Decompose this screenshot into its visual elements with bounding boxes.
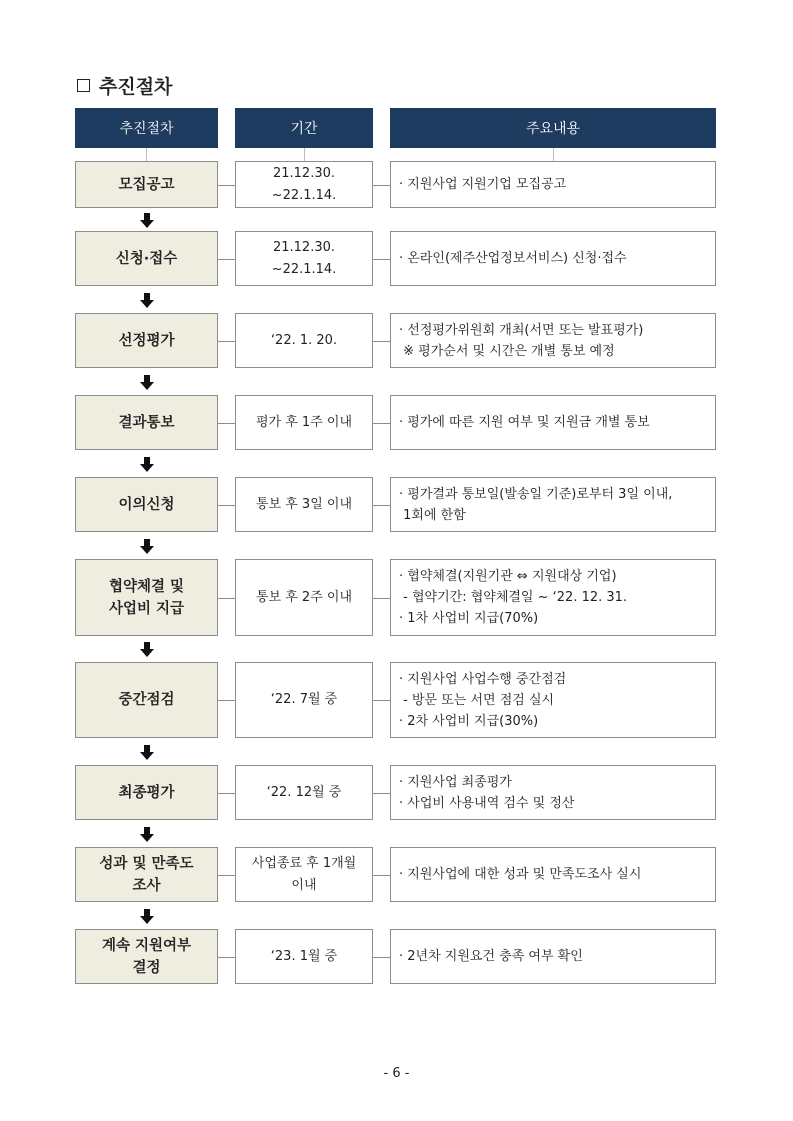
step-content: · 선정평가위원회 개최(서면 또는 발표평가) ※ 평가순서 및 시간은 개별 통보 예정 [390,313,716,368]
connector-line [218,505,235,506]
step-content: · 협약체결(지원기관 ⇔ 지원대상 기업) - 협약기간: 협약체결일 ~ ‘22. 12. 31. · 1차 사업비 지급(70%) [390,559,716,636]
step-name: 중간점검 [75,662,218,738]
down-arrow-icon [140,457,154,472]
connector-line [373,793,390,794]
step-period: ‘22. 1. 20. [235,313,373,368]
connector-line [218,341,235,342]
step-content: · 지원사업 사업수행 중간점검 - 방문 또는 서면 점검 실시 · 2차 사업비 지급(30%) [390,662,716,738]
down-arrow-icon [140,745,154,760]
header-main-content: 주요내용 [390,108,716,148]
page-number: - 6 - [383,1066,410,1081]
step-period: ‘22. 12월 중 [235,765,373,820]
down-arrow-icon [140,213,154,228]
connector-line [218,957,235,958]
procedure-step [0,313,793,368]
down-arrow-icon [140,827,154,842]
step-content: · 지원사업 지원기업 모집공고 [390,161,716,208]
procedure-step [0,395,793,450]
step-content: · 2년차 지원요건 충족 여부 확인 [390,929,716,984]
section-heading [77,72,172,99]
header-tick [304,148,305,161]
connector-line [218,185,235,186]
step-name: 이의신청 [75,477,218,532]
step-content: · 지원사업에 대한 성과 및 만족도조사 실시 [390,847,716,902]
procedure-step [0,477,793,532]
connector-line [218,423,235,424]
step-period: ‘22. 7월 중 [235,662,373,738]
procedure-step [0,231,793,286]
procedure-step [0,161,793,208]
procedure-step [0,929,793,984]
down-arrow-icon [140,375,154,390]
step-name: 신청·접수 [75,231,218,286]
connector-line [373,259,390,260]
connector-line [373,598,390,599]
connector-line [218,793,235,794]
connector-line [373,505,390,506]
connector-line [218,598,235,599]
procedure-step [0,559,793,636]
down-arrow-icon [140,293,154,308]
step-period: 21.12.30. ~22.1.14. [235,231,373,286]
step-name: 성과 및 만족도 조사 [75,847,218,902]
procedure-step [0,847,793,902]
step-period: 21.12.30. ~22.1.14. [235,161,373,208]
connector-line [373,957,390,958]
connector-line [373,423,390,424]
down-arrow-icon [140,909,154,924]
step-name: 협약체결 및 사업비 지급 [75,559,218,636]
step-content: · 지원사업 최종평가 · 사업비 사용내역 검수 및 정산 [390,765,716,820]
step-period: 평가 후 1주 이내 [235,395,373,450]
step-name: 모집공고 [75,161,218,208]
step-period: 통보 후 3일 이내 [235,477,373,532]
procedure-step [0,662,793,738]
header-procedure: 추진절차 [75,108,218,148]
step-name: 최종평가 [75,765,218,820]
connector-line [218,700,235,701]
checkbox-square-icon [77,79,90,92]
header-tick [146,148,147,161]
step-content: · 평가에 따른 지원 여부 및 지원금 개별 통보 [390,395,716,450]
step-content: · 평가결과 통보일(발송일 기준)로부터 3일 이내, 1회에 한함 [390,477,716,532]
procedure-step [0,765,793,820]
header-tick [553,148,554,161]
section-title: 추진절차 [99,76,173,98]
connector-line [373,875,390,876]
down-arrow-icon [140,642,154,657]
step-name: 결과통보 [75,395,218,450]
header-period: 기간 [235,108,373,148]
connector-line [373,341,390,342]
step-period: 사업종료 후 1개월 이내 [235,847,373,902]
connector-line [218,259,235,260]
connector-line [373,185,390,186]
connector-line [373,700,390,701]
down-arrow-icon [140,539,154,554]
step-content: · 온라인(제주산업정보서비스) 신청·접수 [390,231,716,286]
step-name: 계속 지원여부 결정 [75,929,218,984]
step-name: 선정평가 [75,313,218,368]
step-period: 통보 후 2주 이내 [235,559,373,636]
step-period: ‘23. 1월 중 [235,929,373,984]
connector-line [218,875,235,876]
